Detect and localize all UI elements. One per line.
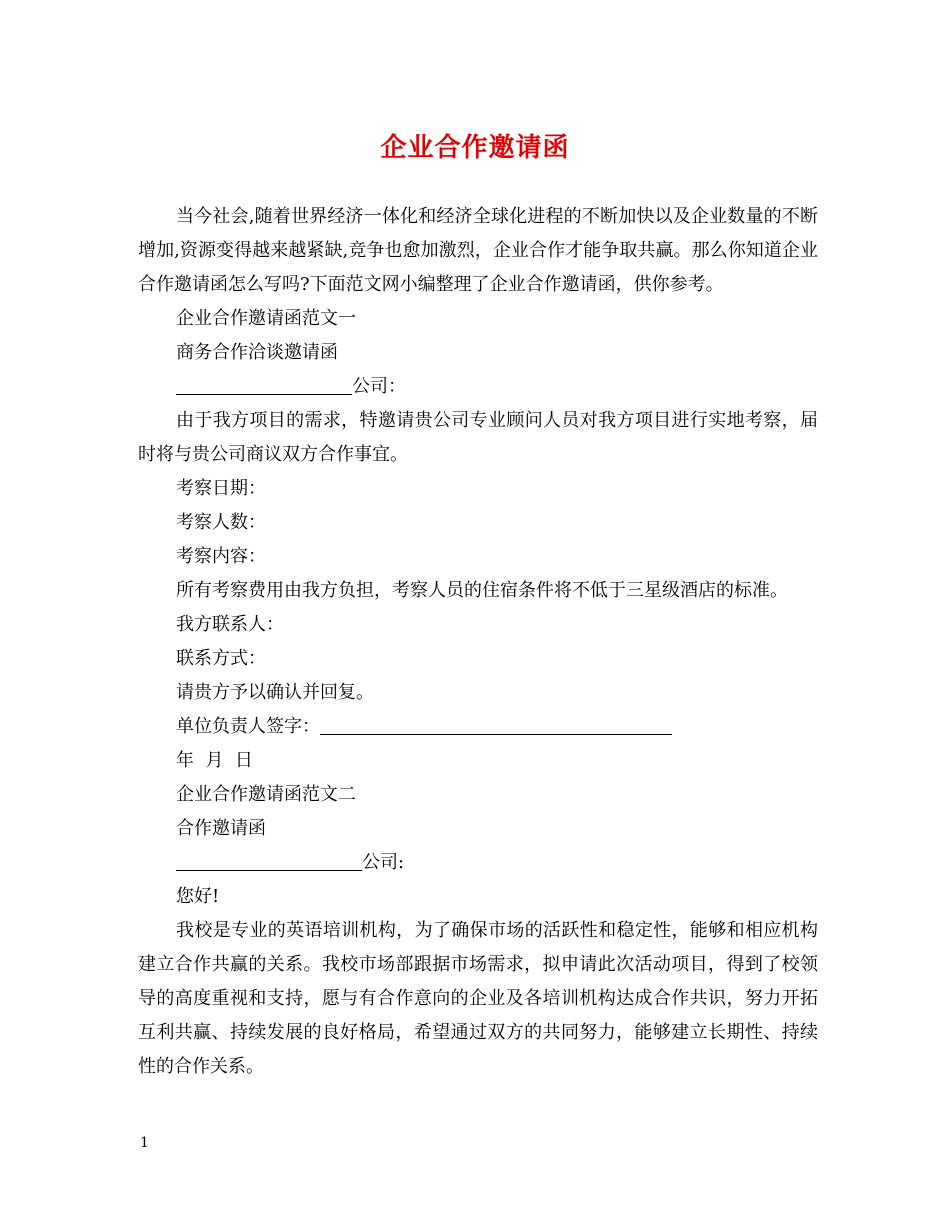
sample2-company-line xyxy=(138,846,818,880)
company-suffix: 公司: xyxy=(362,852,405,873)
page-number: 1 xyxy=(140,1135,149,1151)
expenses-line: 所有考察费用由我方负担，考察人员的住宿条件将不低于三星级酒店的标准。 xyxy=(176,580,788,601)
document-title: 企业合作邀请函 xyxy=(380,133,570,163)
inspection-count: 考察人数： xyxy=(176,512,266,533)
company-blank xyxy=(176,848,362,871)
intro-paragraph: 当今社会,随着世界经济一体化和经济全球化进程的不断加快以及企业数量的不断增加,资源变得越来越紧缺,竞争也愈加激烈，企业合作才能争取共赢。那么你知道企业合作邀请函怎么写吗?下面范文网小编整理了企业合作邀请函，供你参考。 xyxy=(138,206,818,295)
document-body xyxy=(138,200,818,1084)
contact-method: 联系方式： xyxy=(176,648,266,669)
sample1-subtitle: 商务合作洽谈邀请函 xyxy=(176,342,338,363)
sample1-body: 由于我方项目的需求，特邀请贵公司专业顾问人员对我方项目进行实地考察，届时将与贵公司商议双方合作事宜。 xyxy=(138,410,818,465)
inspection-date: 考察日期： xyxy=(176,478,266,499)
confirm-line: 请贵方予以确认并回复。 xyxy=(176,682,374,703)
company-suffix: 公司： xyxy=(352,376,406,397)
contact-person: 我方联系人： xyxy=(176,614,284,635)
sample2-subtitle: 合作邀请函 xyxy=(176,818,266,839)
signature-blank xyxy=(320,712,672,735)
signature-line xyxy=(138,710,818,744)
company-blank xyxy=(176,372,352,395)
sample2-heading: 企业合作邀请函范文二 xyxy=(176,784,356,805)
sample1-company-line xyxy=(138,370,818,404)
signature-label: 单位负责人签字： xyxy=(176,716,320,737)
inspection-content: 考察内容： xyxy=(176,546,266,567)
sample2-body: 我校是专业的英语培训机构，为了确保市场的活跃性和稳定性，能够和相应机构建立合作共赢的关系。我校市场部跟据市场需求，拟申请此次活动项目，得到了校领导的高度重视和支持，愿与有合作意向的企业及各培训机构达成合作共识，努力开拓互利共赢、持续发展的良好格局，希望通过双方的共同努力，能够建立长期性、持续性的合作关系。 xyxy=(138,920,818,1077)
date-line: 年 月 日 xyxy=(176,750,253,771)
greeting-line: 您好! xyxy=(176,886,220,907)
sample1-heading: 企业合作邀请函范文一 xyxy=(176,308,356,329)
